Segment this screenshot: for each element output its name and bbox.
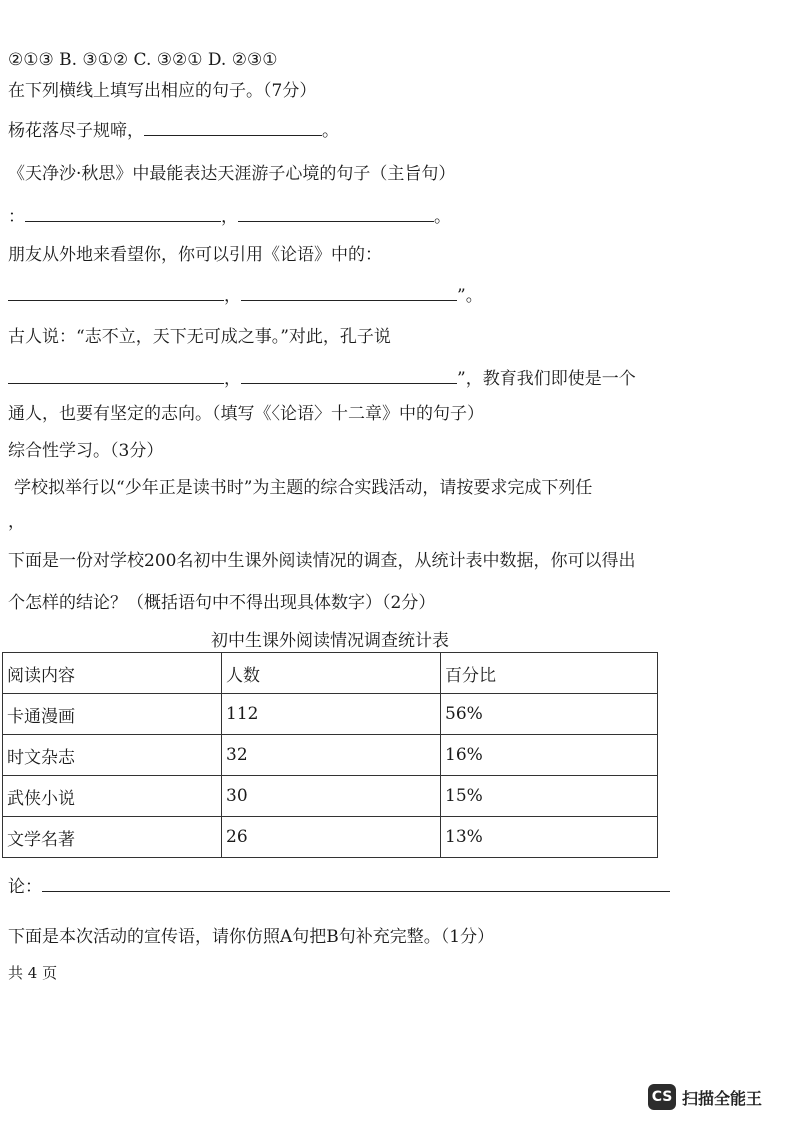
- q2-end: 。: [434, 207, 451, 227]
- q4-comma: ，: [224, 369, 241, 389]
- cell-percent: 13%: [441, 817, 658, 858]
- fill-in-title: 在下列横线上填写出相应的句子。（7分）: [8, 81, 317, 101]
- cell-percent: 15%: [441, 776, 658, 817]
- table-row: [3, 817, 658, 858]
- question-3-blanks: [8, 285, 483, 307]
- answer-blank[interactable]: [42, 877, 670, 892]
- scanner-logo-icon: CS: [648, 1084, 676, 1110]
- cell-content: 时文杂志: [3, 735, 222, 776]
- cell-count: 112: [222, 694, 441, 735]
- answer-blank[interactable]: [8, 286, 224, 301]
- q1-prefix: 杨花落尽子规啼，: [8, 121, 144, 141]
- question-2-blanks: [8, 206, 451, 228]
- q3-end: ”。: [457, 286, 483, 306]
- q3-comma: ，: [224, 286, 241, 306]
- activity-continued: ，: [8, 512, 25, 532]
- cell-content: 文学名著: [3, 817, 222, 858]
- answer-blank[interactable]: [25, 207, 221, 222]
- cell-count: 26: [222, 817, 441, 858]
- question-2: 《天净沙·秋思》中最能表达天涯游子心境的句子（主旨句）: [8, 164, 456, 184]
- answer-blank[interactable]: [144, 121, 322, 136]
- question-4-continued: 通人，也要有坚定的志向。（填写《〈论语〉十二章》中的句子）: [8, 404, 484, 424]
- section-heading: 综合性学习。（3分）: [8, 441, 164, 461]
- activity-text: 学校拟举行以“少年正是读书时”为主题的综合实践活动，请按要求完成下列任: [14, 478, 593, 498]
- slogan-question: 下面是本次活动的宣传语，请你仿照A句把B句补充完整。（1分）: [8, 927, 495, 947]
- answer-blank[interactable]: [241, 286, 457, 301]
- conclusion-label: 论：: [8, 877, 42, 897]
- reading-survey-table: [2, 652, 658, 858]
- q2-colon: ：: [8, 207, 25, 227]
- table-caption: 初中生课外阅读情况调查统计表: [211, 631, 449, 651]
- cell-percent: 56%: [441, 694, 658, 735]
- page-count: 共 4 页: [8, 964, 58, 982]
- header-content: 阅读内容: [3, 653, 222, 694]
- cell-count: 30: [222, 776, 441, 817]
- question-4-blanks: [8, 368, 636, 390]
- conclusion-line: [8, 876, 670, 898]
- table-row: [3, 776, 658, 817]
- q1-suffix: 。: [322, 121, 339, 141]
- header-count: 人数: [222, 653, 441, 694]
- options-line: ②①③ B. ③①② C. ③②① D. ②③①: [8, 50, 278, 70]
- cell-content: 卡通漫画: [3, 694, 222, 735]
- header-percent: 百分比: [441, 653, 658, 694]
- cell-percent: 16%: [441, 735, 658, 776]
- survey-question: 下面是一份对学校200名初中生课外阅读情况的调查，从统计表中数据，你可以得出: [8, 551, 636, 571]
- question-3: 朋友从外地来看望你，你可以引用《论语》中的：: [8, 245, 382, 265]
- table-header-row: [3, 653, 658, 694]
- cell-count: 32: [222, 735, 441, 776]
- question-4: 古人说：“志不立，天下无可成之事。”对此，孔子说: [8, 327, 391, 347]
- survey-question-continued: 个怎样的结论？（概括语句中不得出现具体数字）（2分）: [8, 593, 436, 613]
- answer-blank[interactable]: [8, 369, 224, 384]
- answer-blank[interactable]: [241, 369, 457, 384]
- question-1: [8, 120, 339, 142]
- q4-end: ”，教育我们即使是一个: [457, 369, 636, 389]
- scanner-watermark: 扫描全能王: [682, 1089, 763, 1108]
- cell-content: 武侠小说: [3, 776, 222, 817]
- table-row: [3, 694, 658, 735]
- q2-comma: ，: [221, 207, 238, 227]
- table-row: [3, 735, 658, 776]
- answer-blank[interactable]: [238, 207, 434, 222]
